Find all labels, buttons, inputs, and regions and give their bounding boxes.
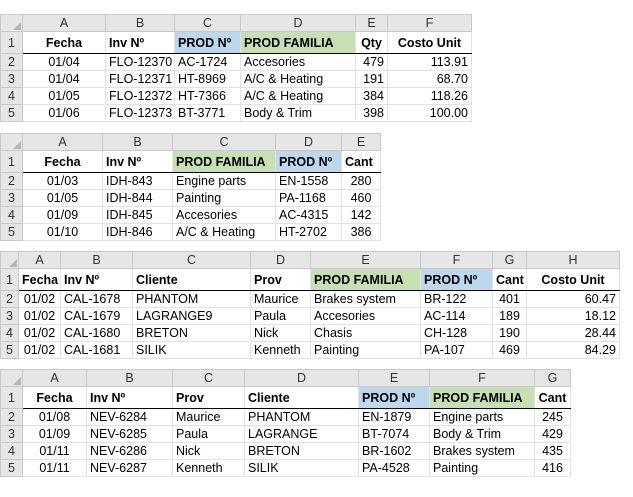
table-row — [1, 291, 620, 308]
cell[interactable]: IDH-844 — [103, 190, 173, 207]
table-row — [1, 190, 381, 207]
select-all-corner[interactable] — [1, 15, 23, 32]
column-header[interactable]: A — [19, 252, 61, 269]
row-header[interactable]: 3 — [1, 426, 23, 443]
cell[interactable]: CAL-1680 — [61, 325, 133, 342]
cell[interactable]: SILIK — [133, 342, 251, 359]
header-cell[interactable]: Cant — [535, 387, 571, 409]
cell[interactable]: BT-7074 — [359, 426, 430, 443]
cell[interactable]: Accesories — [311, 308, 421, 325]
column-header-row — [1, 134, 381, 151]
cell[interactable]: Engine parts — [173, 173, 276, 190]
cell[interactable]: 191 — [356, 71, 388, 88]
cell[interactable]: Chasis — [311, 325, 421, 342]
table-row — [1, 224, 381, 241]
header-cell[interactable]: PROD FAMILIA — [173, 151, 276, 173]
cell[interactable]: 118.26 — [388, 88, 472, 105]
column-header[interactable]: G — [535, 370, 571, 387]
row-header[interactable]: 4 — [1, 207, 23, 224]
select-all-corner[interactable] — [1, 252, 19, 269]
cell[interactable]: BR-122 — [421, 291, 493, 308]
cell[interactable]: 01/09 — [23, 426, 87, 443]
cell[interactable]: PA-4528 — [359, 460, 430, 477]
cell[interactable]: PHANTOM — [133, 291, 251, 308]
header-cell[interactable]: Cliente — [245, 387, 359, 409]
cell[interactable]: CH-128 — [421, 325, 493, 342]
table-row — [1, 71, 472, 88]
cell[interactable]: PHANTOM — [245, 409, 359, 426]
cell[interactable]: AC-1724 — [175, 54, 241, 71]
column-header[interactable]: E — [359, 370, 430, 387]
cell[interactable]: EN-1558 — [276, 173, 342, 190]
cell[interactable]: 18.12 — [527, 308, 620, 325]
cell[interactable]: 469 — [493, 342, 527, 359]
cell[interactable]: FLO-12373 — [106, 105, 175, 122]
column-header[interactable]: D — [245, 370, 359, 387]
row-header[interactable]: 2 — [1, 54, 23, 71]
header-cell[interactable]: Prov — [173, 387, 245, 409]
cell[interactable]: BR-1602 — [359, 443, 430, 460]
cell[interactable]: Kenneth — [251, 342, 311, 359]
cell[interactable]: Paula — [173, 426, 245, 443]
column-header-row — [1, 15, 472, 32]
column-header[interactable]: A — [23, 370, 87, 387]
header-cell[interactable]: Inv Nº — [61, 269, 133, 291]
column-header[interactable]: C — [173, 134, 276, 151]
header-cell[interactable]: PROD Nº — [175, 32, 241, 54]
row-header[interactable]: 5 — [1, 460, 23, 477]
cell[interactable]: AC-114 — [421, 308, 493, 325]
table-row — [1, 342, 620, 359]
header-cell[interactable]: Cant — [342, 151, 381, 173]
cell[interactable]: FLO-12370 — [106, 54, 175, 71]
cell[interactable]: LAGRANGE — [245, 426, 359, 443]
header-row — [1, 269, 620, 291]
cell[interactable]: AC-4315 — [276, 207, 342, 224]
column-header-row — [1, 370, 571, 387]
cell[interactable]: 01/06 — [23, 105, 106, 122]
column-header[interactable]: B — [87, 370, 173, 387]
column-header[interactable]: B — [61, 252, 133, 269]
row-header[interactable]: 1 — [1, 32, 23, 54]
cell[interactable]: 384 — [356, 88, 388, 105]
row-header[interactable]: 3 — [1, 71, 23, 88]
header-row — [1, 32, 472, 54]
select-all-corner[interactable] — [1, 370, 23, 387]
cell[interactable]: 416 — [535, 460, 571, 477]
cell[interactable]: 60.47 — [527, 291, 620, 308]
header-cell[interactable]: Prov — [251, 269, 311, 291]
spreadsheet-table-3 — [0, 251, 620, 359]
cell[interactable]: 01/10 — [23, 224, 103, 241]
header-cell[interactable]: Cliente — [133, 269, 251, 291]
cell[interactable]: Painting — [430, 460, 535, 477]
row-header[interactable]: 2 — [1, 173, 23, 190]
table-row — [1, 207, 381, 224]
cell[interactable]: 01/11 — [23, 443, 87, 460]
header-cell[interactable]: PROD FAMILIA — [311, 269, 421, 291]
cell[interactable]: 435 — [535, 443, 571, 460]
table-row — [1, 460, 571, 477]
row-header[interactable]: 1 — [1, 387, 23, 409]
cell[interactable]: CAL-1681 — [61, 342, 133, 359]
column-header[interactable]: C — [175, 15, 241, 32]
row-header[interactable]: 2 — [1, 409, 23, 426]
cell[interactable]: 84.29 — [527, 342, 620, 359]
cell[interactable]: BRETON — [245, 443, 359, 460]
row-header[interactable]: 5 — [1, 342, 19, 359]
select-all-corner[interactable] — [1, 134, 23, 151]
header-cell[interactable]: Inv Nº — [87, 387, 173, 409]
header-cell[interactable]: Fecha — [23, 32, 106, 54]
row-header[interactable]: 1 — [1, 151, 23, 173]
spreadsheet-table-1 — [0, 14, 472, 122]
cell[interactable]: NEV-6287 — [87, 460, 173, 477]
header-cell[interactable]: PROD FAMILIA — [430, 387, 535, 409]
cell[interactable]: 100.00 — [388, 105, 472, 122]
cell[interactable]: A/C & Heating — [173, 224, 276, 241]
column-header[interactable]: C — [173, 370, 245, 387]
cell[interactable]: 01/09 — [23, 207, 103, 224]
cell[interactable]: Paula — [251, 308, 311, 325]
cell[interactable]: PA-107 — [421, 342, 493, 359]
cell[interactable]: A/C & Heating — [241, 88, 356, 105]
cell[interactable]: Nick — [251, 325, 311, 342]
column-header[interactable]: E — [311, 252, 421, 269]
cell[interactable]: 398 — [356, 105, 388, 122]
cell[interactable]: Brakes system — [311, 291, 421, 308]
cell[interactable]: 190 — [493, 325, 527, 342]
cell[interactable]: 01/02 — [19, 342, 61, 359]
column-header[interactable]: F — [430, 370, 535, 387]
cell[interactable]: CAL-1679 — [61, 308, 133, 325]
cell[interactable]: Accesories — [241, 54, 356, 71]
table-row — [1, 426, 571, 443]
cell[interactable]: 01/02 — [19, 325, 61, 342]
cell[interactable]: 01/04 — [23, 71, 106, 88]
row-header[interactable]: 5 — [1, 224, 23, 241]
column-header[interactable]: B — [106, 15, 175, 32]
cell[interactable]: Body & Trim — [241, 105, 356, 122]
cell[interactable]: Accesories — [173, 207, 276, 224]
column-header[interactable]: G — [493, 252, 527, 269]
header-cell[interactable]: Inv Nº — [103, 151, 173, 173]
column-header-row — [1, 252, 620, 269]
cell[interactable]: 460 — [342, 190, 381, 207]
header-row — [1, 387, 571, 409]
table-row — [1, 173, 381, 190]
cell[interactable]: BRETON — [133, 325, 251, 342]
row-header[interactable]: 5 — [1, 105, 23, 122]
header-cell[interactable]: Costo Unit — [527, 269, 620, 291]
column-header[interactable]: A — [23, 15, 106, 32]
cell[interactable]: 01/04 — [23, 54, 106, 71]
column-header[interactable]: F — [388, 15, 472, 32]
cell[interactable]: 386 — [342, 224, 381, 241]
table-row — [1, 308, 620, 325]
cell[interactable]: BT-3771 — [175, 105, 241, 122]
header-cell[interactable]: PROD Nº — [359, 387, 430, 409]
cell[interactable]: 189 — [493, 308, 527, 325]
cell[interactable]: 01/05 — [23, 190, 103, 207]
cell[interactable]: NEV-6285 — [87, 426, 173, 443]
cell[interactable]: PA-1168 — [276, 190, 342, 207]
row-header[interactable]: 4 — [1, 325, 19, 342]
table-row — [1, 325, 620, 342]
cell[interactable]: 01/02 — [19, 291, 61, 308]
spreadsheet-table-2 — [0, 133, 381, 241]
cell[interactable]: Engine parts — [430, 409, 535, 426]
column-header[interactable]: B — [103, 134, 173, 151]
cell[interactable]: HT-2702 — [276, 224, 342, 241]
header-cell[interactable]: PROD Nº — [276, 151, 342, 173]
cell[interactable]: CAL-1678 — [61, 291, 133, 308]
cell[interactable]: Kenneth — [173, 460, 245, 477]
row-header[interactable]: 2 — [1, 291, 19, 308]
cell[interactable]: NEV-6284 — [87, 409, 173, 426]
column-header[interactable]: H — [527, 252, 620, 269]
row-header[interactable]: 4 — [1, 443, 23, 460]
cell[interactable]: 01/05 — [23, 88, 106, 105]
column-header[interactable]: E — [342, 134, 381, 151]
cell[interactable]: A/C & Heating — [241, 71, 356, 88]
cell[interactable]: Maurice — [173, 409, 245, 426]
header-cell[interactable]: Qty — [356, 32, 388, 54]
cell[interactable]: 68.70 — [388, 71, 472, 88]
cell[interactable]: Body & Trim — [430, 426, 535, 443]
cell[interactable]: IDH-846 — [103, 224, 173, 241]
cell[interactable]: Painting — [173, 190, 276, 207]
column-header[interactable]: F — [421, 252, 493, 269]
cell[interactable]: 479 — [356, 54, 388, 71]
table-row — [1, 443, 571, 460]
row-header[interactable]: 3 — [1, 308, 19, 325]
cell[interactable]: LAGRANGE9 — [133, 308, 251, 325]
header-cell[interactable]: PROD FAMILIA — [241, 32, 356, 54]
header-cell[interactable]: Fecha — [23, 387, 87, 409]
cell[interactable]: IDH-843 — [103, 173, 173, 190]
table-row — [1, 54, 472, 71]
table-row — [1, 105, 472, 122]
column-header[interactable]: D — [251, 252, 311, 269]
cell[interactable]: 01/08 — [23, 409, 87, 426]
cell[interactable]: NEV-6286 — [87, 443, 173, 460]
column-header[interactable]: E — [356, 15, 388, 32]
header-cell[interactable]: Fecha — [19, 269, 61, 291]
spreadsheet-table-4 — [0, 369, 571, 477]
cell[interactable]: 429 — [535, 426, 571, 443]
cell[interactable]: 113.91 — [388, 54, 472, 71]
cell[interactable]: HT-8969 — [175, 71, 241, 88]
column-header[interactable]: A — [23, 134, 103, 151]
header-cell[interactable]: Inv Nº — [106, 32, 175, 54]
header-row — [1, 151, 381, 173]
cell[interactable]: 401 — [493, 291, 527, 308]
row-header[interactable]: 4 — [1, 88, 23, 105]
cell[interactable]: IDH-845 — [103, 207, 173, 224]
cell[interactable]: SILIK — [245, 460, 359, 477]
column-header[interactable]: D — [241, 15, 356, 32]
table-row — [1, 88, 472, 105]
cell[interactable]: Brakes system — [430, 443, 535, 460]
cell[interactable]: Painting — [311, 342, 421, 359]
column-header[interactable]: D — [276, 134, 342, 151]
header-cell[interactable]: Fecha — [23, 151, 103, 173]
row-header[interactable]: 1 — [1, 269, 19, 291]
cell[interactable]: Maurice — [251, 291, 311, 308]
cell[interactable]: 280 — [342, 173, 381, 190]
cell[interactable]: 28.44 — [527, 325, 620, 342]
cell[interactable]: Nick — [173, 443, 245, 460]
header-cell[interactable]: Cant — [493, 269, 527, 291]
row-header[interactable]: 3 — [1, 190, 23, 207]
cell[interactable]: 01/11 — [23, 460, 87, 477]
header-cell[interactable]: Costo Unit — [388, 32, 472, 54]
cell[interactable]: 01/03 — [23, 173, 103, 190]
cell[interactable]: 245 — [535, 409, 571, 426]
cell[interactable]: EN-1879 — [359, 409, 430, 426]
column-header[interactable]: C — [133, 252, 251, 269]
cell[interactable]: 142 — [342, 207, 381, 224]
cell[interactable]: FLO-12371 — [106, 71, 175, 88]
cell[interactable]: 01/02 — [19, 308, 61, 325]
cell[interactable]: HT-7366 — [175, 88, 241, 105]
cell[interactable]: FLO-12372 — [106, 88, 175, 105]
table-row — [1, 409, 571, 426]
header-cell[interactable]: PROD Nº — [421, 269, 493, 291]
